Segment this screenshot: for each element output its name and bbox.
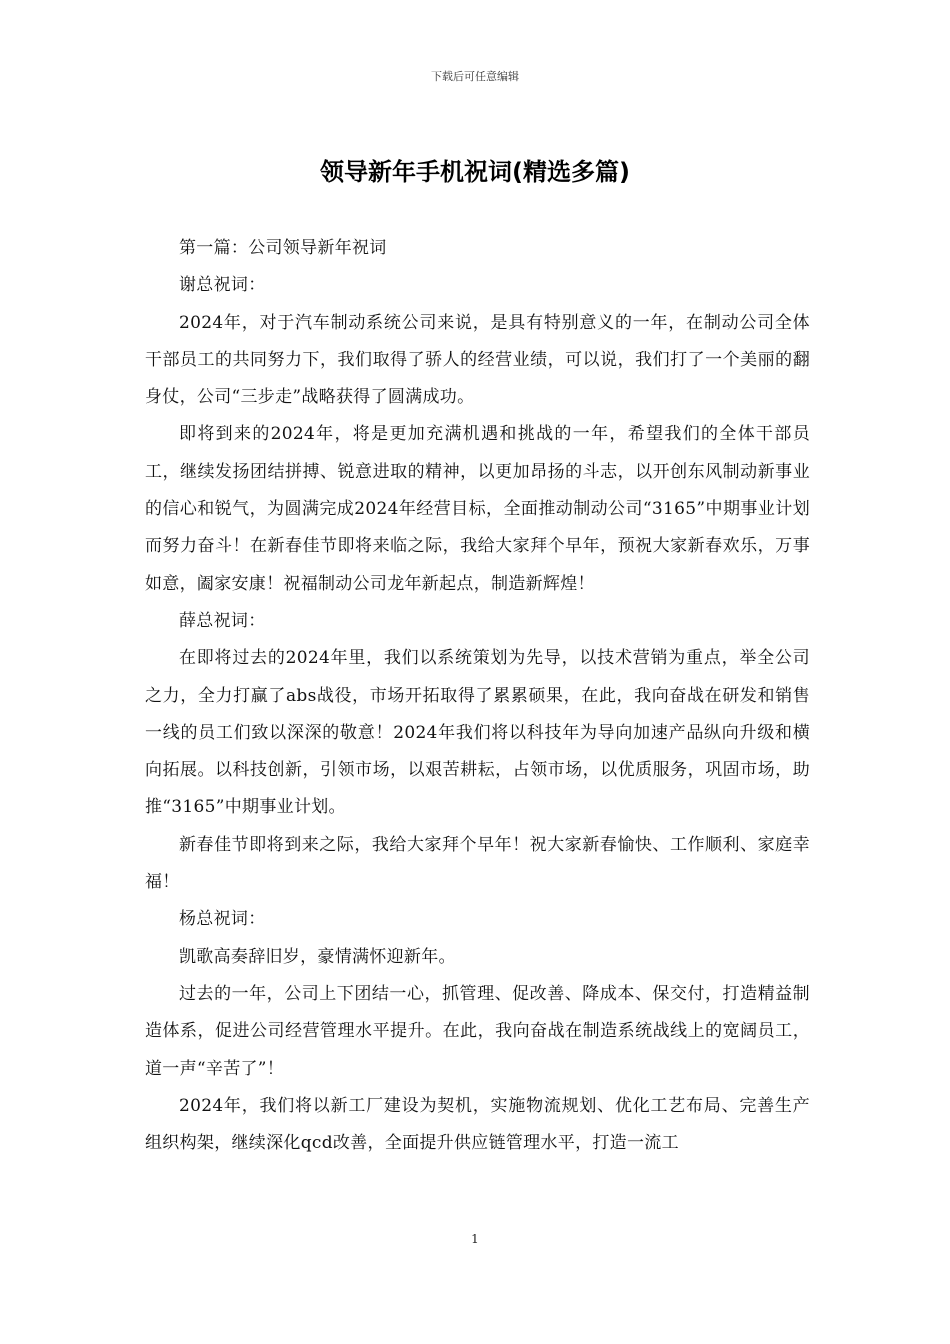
body-paragraph: 即将到来的2024年，将是更加充满机遇和挑战的一年，希望我们的全体干部员工，继续发扬团结拼搏、锐意进取的精神，以更加昂扬的斗志，以开创东风制动新事业的信心和锐气，为圆满完成2024年经营目标，全面推动制动公司“3165”中期事业计划而努力奋斗！在新春佳节即将来临之际，我给大家拜个早年，预祝大家新春欢乐，万事如意，阖家安康！祝福制动公司龙年新起点，制造新辉煌！ [145, 424, 810, 594]
body-paragraph: 过去的一年，公司上下团结一心，抓管理、促改善、降成本、保交付，打造精益制造体系，促进公司经营管理水平提升。在此，我向奋战在制造系统战线上的宽阔员工，道一声“辛苦了”！ [145, 983, 810, 1079]
body-paragraph: 2024年，我们将以新工厂建设为契机，实施物流规划、优化工艺布局、完善生产组织构架，继续深化qcd改善，全面提升供应链管理水平，打造一流工 [145, 1095, 810, 1154]
section-heading: 第一篇：公司领导新年祝词 [179, 238, 387, 258]
speaker-label: 谢总祝词： [179, 275, 266, 296]
body-paragraph: 新春佳节即将到来之际，我给大家拜个早年！祝大家新春愉快、工作顺利、家庭幸福！ [145, 834, 810, 893]
body-paragraph: 凯歌高奏辞旧岁，豪情满怀迎新年。 [179, 946, 456, 967]
document-body [145, 230, 810, 1162]
body-paragraph: 在即将过去的2024年里，我们以系统策划为先导，以技术营销为重点，举全公司之力，全力打赢了abs战役，市场开拓取得了累累硕果，在此，我向奋战在研发和销售一线的员工们致以深深的敬意！2024年我们将以科技年为导向加速产品纵向升级和横向拓展。以科技创新，引领市场，以艰苦耕耘，占领市场，以优质服务，巩固市场，助推“3165”中期事业计划。 [145, 648, 810, 818]
page-number: 1 [471, 1232, 479, 1246]
body-paragraph: 2024年，对于汽车制动系统公司来说，是具有特别意义的一年，在制动公司全体干部员工的共同努力下，我们取得了骄人的经营业绩，可以说，我们打了一个美丽的翻身仗，公司“三步走”战略获得了圆满成功。 [145, 312, 810, 408]
document-title: 领导新年手机祝词(精选多篇) [320, 158, 630, 186]
speaker-label: 薛总祝词： [179, 610, 266, 631]
header-note: 下载后可任意编辑 [431, 70, 519, 83]
speaker-label: 杨总祝词： [179, 909, 266, 930]
